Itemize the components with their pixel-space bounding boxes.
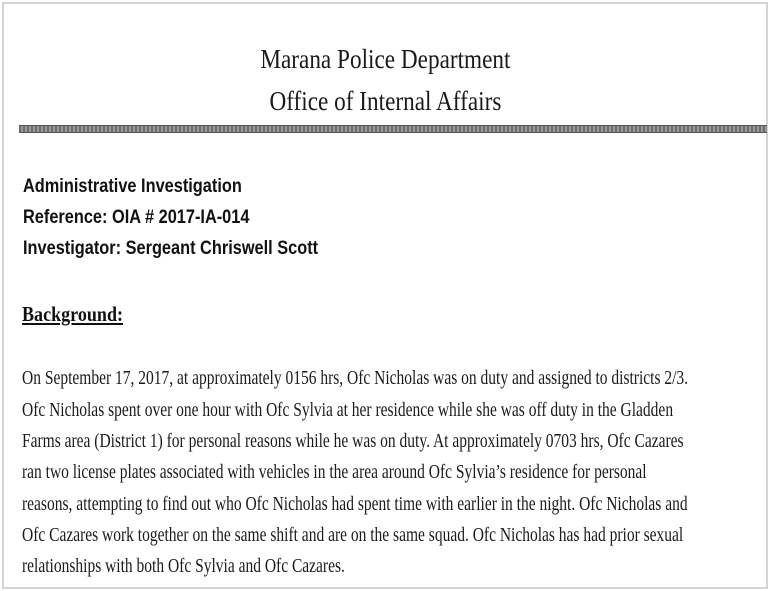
background-heading: Background: [22, 302, 124, 326]
paragraph-line: On September 17, 2017, at approximately 0156 hrs, Ofc Nicholas was on duty and assigned to districts 2/3. [22, 368, 689, 389]
investigation-title: Administrative Investigation [23, 176, 242, 197]
paragraph-line: Farms area (District 1) for personal reasons while he was on duty. At approximately 0703 hrs, Ofc Cazares [22, 431, 684, 452]
office-name: Office of Internal Affairs [269, 86, 502, 116]
paragraph-line: reasons, attempting to find out who Ofc Nicholas had spent time with earlier in the night. Ofc Nicholas and [22, 494, 688, 515]
header-rule-bottom [19, 132, 767, 133]
investigator-name: Investigator: Sergeant Chriswell Scott [23, 238, 319, 259]
reference-number: Reference: OIA # 2017-IA-014 [23, 207, 250, 228]
department-name: Marana Police Department [260, 44, 511, 74]
paragraph-line: Ofc Cazares work together on the same shift and are on the same squad. Ofc Nicholas has had prior sexual [22, 525, 684, 546]
paragraph-line: Ofc Nicholas spent over one hour with Ofc Sylvia at her residence while she was off duty in the Gladden [22, 400, 674, 421]
paragraph-line: ran two license plates associated with vehicles in the area around Ofc Sylvia’s residence for personal [22, 462, 647, 483]
paragraph-line: relationships with both Ofc Sylvia and Ofc Cazares. [22, 556, 345, 577]
